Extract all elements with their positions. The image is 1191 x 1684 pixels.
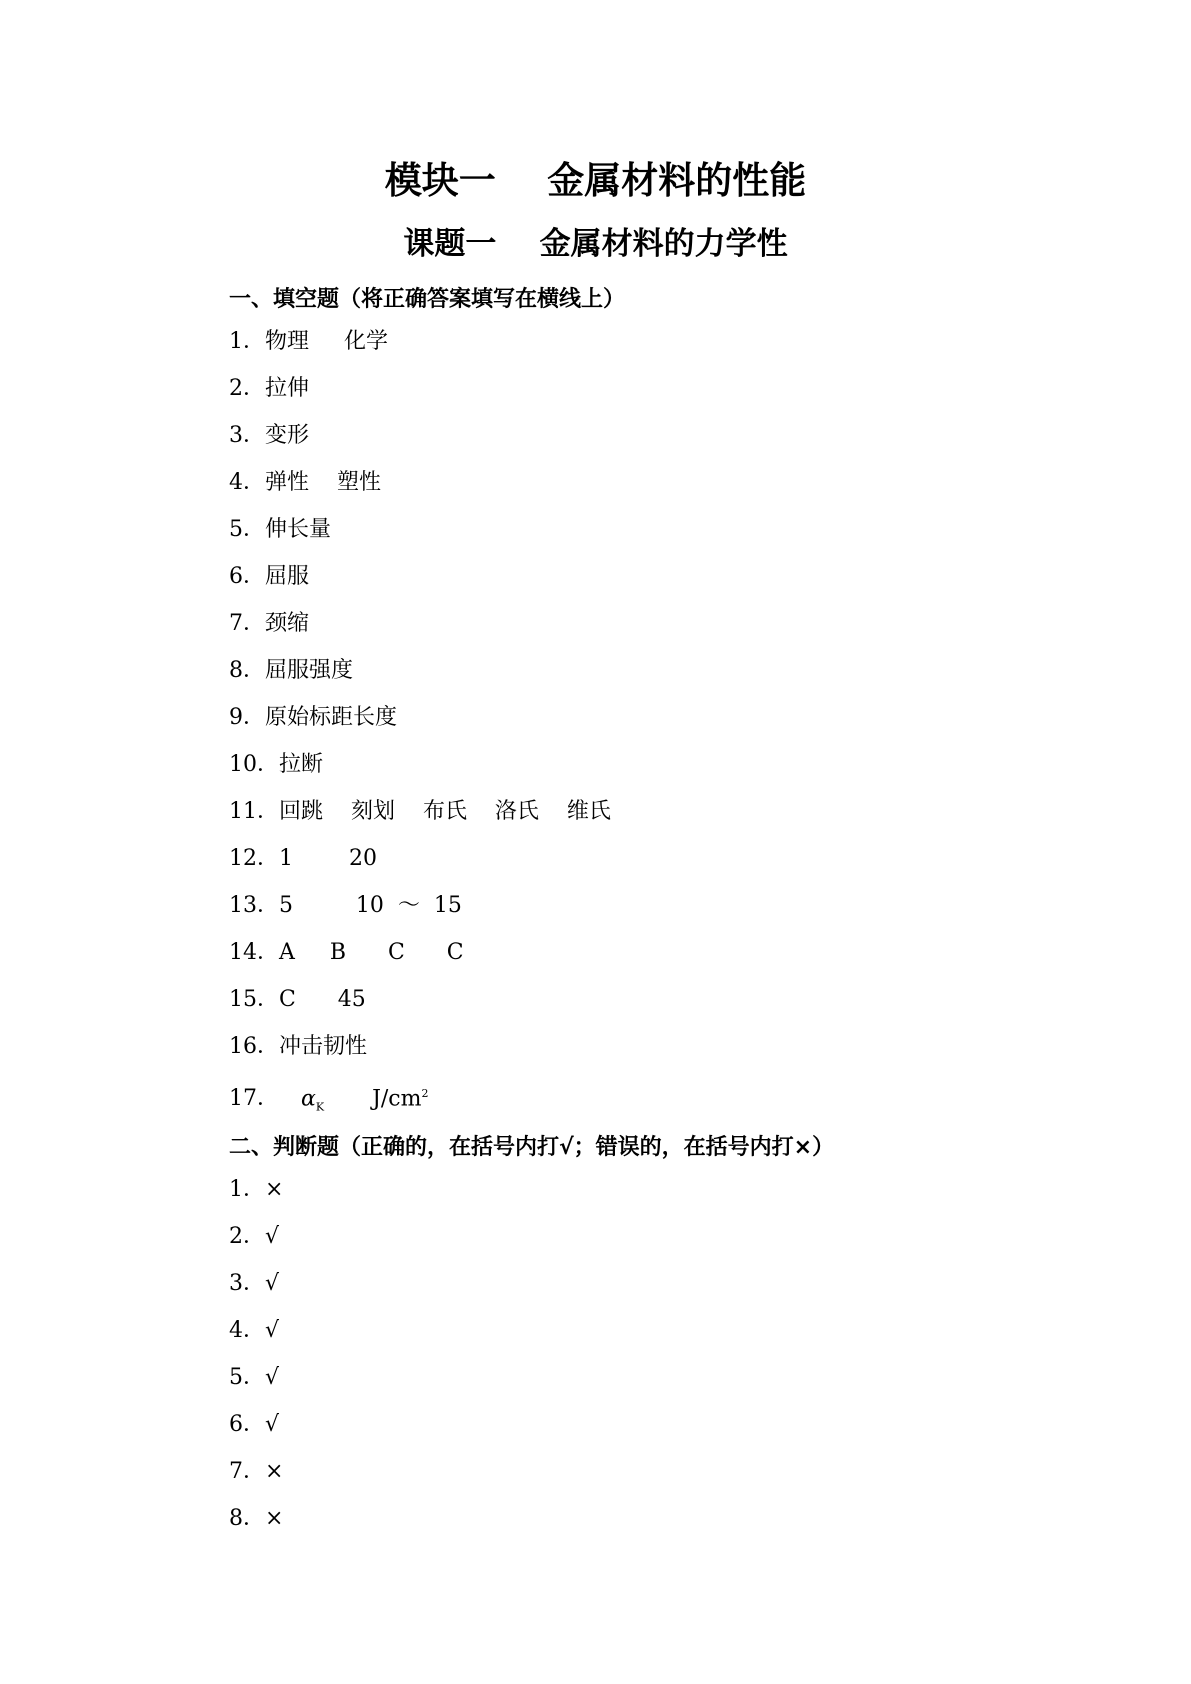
item-number: 14． [229,940,279,965]
item-answer: 冲击韧性 [279,1034,368,1059]
fill-item-15 [229,986,366,1014]
item-number: 8． [229,658,265,683]
item-number: 12． [229,846,279,871]
fill-item-12 [229,845,377,873]
item-number: 9． [229,705,265,730]
item-answer: × [265,1459,284,1484]
fill-item-1 [229,328,388,356]
unit-superscript: 2 [421,1087,429,1100]
fill-item-5 [229,516,331,544]
module-title: 模块一 金属材料的性能 [384,159,807,202]
item-answer: √ [265,1318,280,1343]
item-answer: 屈服 [265,564,310,589]
fill-item-14 [229,939,464,967]
item-answer: 拉伸 [265,376,310,401]
item-number: 3． [229,1271,265,1296]
lesson-title: 课题一 金属材料的力学性 [403,226,788,262]
judge-item-5 [229,1364,279,1392]
fill-item-3 [229,422,309,450]
fill-item-7 [229,610,309,638]
item-answer: 变形 [265,423,310,448]
judge-item-1 [229,1176,283,1204]
item-number: 5． [229,517,265,542]
item-number: 7． [229,1459,265,1484]
fill-item-17 [229,1080,429,1122]
symbol-subscript: K [315,1100,325,1114]
item-answer: 5 10 ～ 15 [279,893,462,918]
item-number: 13． [229,893,279,918]
item-number: 6． [229,564,265,589]
section2-heading: 二、判断题（正确的，在括号内打√；错误的，在括号内打×） [229,1135,835,1160]
item-number: 2． [229,376,265,401]
item-number: 17． [229,1086,279,1112]
judge-item-8 [229,1505,283,1533]
item-answer: √ [265,1271,280,1296]
judge-item-3 [229,1270,279,1298]
item-answer: √ [265,1365,280,1390]
item-answer: 屈服强度 [265,658,354,683]
item-number: 6． [229,1412,265,1437]
fill-item-13 [229,892,462,920]
fill-item-8 [229,657,353,685]
item-answer: C 45 [279,987,366,1012]
judge-item-7 [229,1458,283,1486]
item-answer: × [265,1177,284,1202]
item-number: 1． [229,1177,265,1202]
judge-item-4 [229,1317,279,1345]
item-number: 15． [229,987,279,1012]
item-number: 8． [229,1506,265,1531]
item-answer: √ [265,1224,280,1249]
fill-item-9 [229,704,397,732]
section1-heading: 一、填空题（将正确答案填写在横线上） [229,287,626,312]
item-answer: 1 20 [279,846,377,871]
item-answer: × [265,1506,284,1531]
unit-text: J/cm [372,1086,422,1112]
fill-item-11 [229,798,611,826]
item-answer: A B C C [279,940,464,965]
item-answer: 回跳 刻划 布氏 洛氏 维氏 [279,799,611,824]
item-answer: 原始标距长度 [265,705,398,730]
item-number: 2． [229,1224,265,1249]
impact-toughness-symbol: α [301,1086,316,1112]
item-number: 10． [229,752,279,777]
item-number: 5． [229,1365,265,1390]
item-answer: 拉断 [279,752,324,777]
item-number: 3． [229,423,265,448]
item-answer: 伸长量 [265,517,332,542]
fill-item-2 [229,375,309,403]
item-answer: 颈缩 [265,611,310,636]
item-number: 4． [229,1318,265,1343]
judge-item-6 [229,1411,279,1439]
item-answer: √ [265,1412,280,1437]
fill-item-4 [229,469,381,497]
item-number: 1． [229,329,265,354]
item-number: 7． [229,611,265,636]
fill-item-6 [229,563,309,591]
item-answer: 物理 化学 [265,329,388,354]
fill-item-10 [229,751,323,779]
item-number: 11． [229,799,279,824]
item-answer: 弹性 塑性 [265,470,381,495]
judge-item-2 [229,1223,279,1251]
item-number: 16． [229,1034,279,1059]
item-number: 4． [229,470,265,495]
fill-item-16 [229,1033,367,1061]
